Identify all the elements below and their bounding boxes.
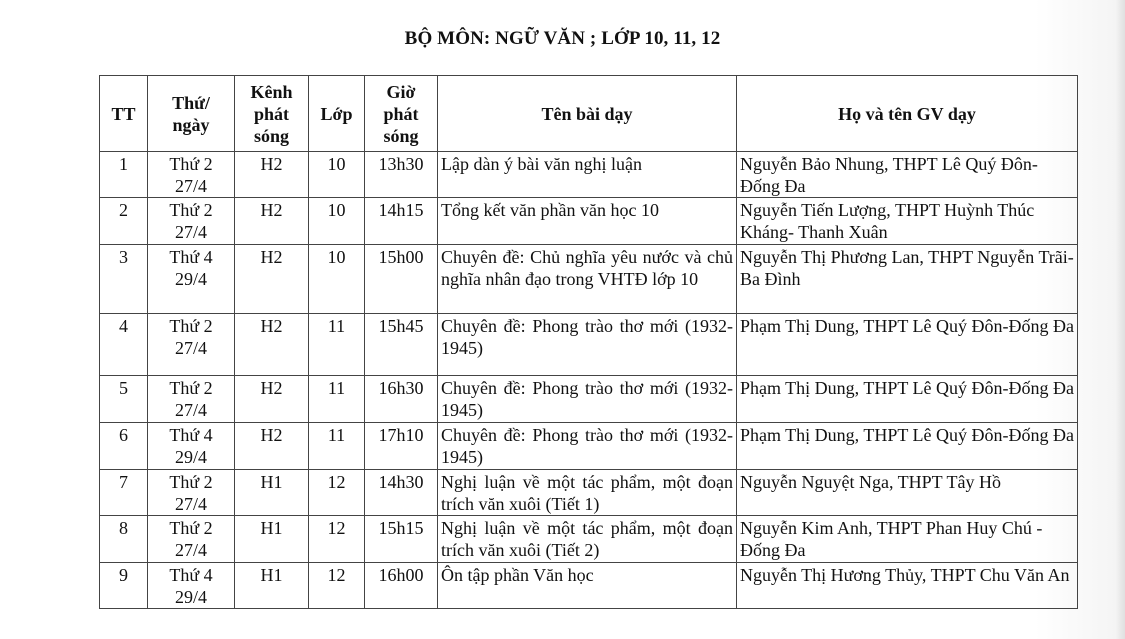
cell-grade: 11	[309, 423, 365, 470]
table-row	[100, 152, 1078, 198]
header-grade: Lớp	[309, 76, 365, 152]
cell-teacher: Nguyễn Thị Phương Lan, THPT Nguyễn Trãi-Ba Đình	[737, 245, 1078, 314]
header-channel: Kênh phát sóng	[235, 76, 309, 152]
cell-teacher: Phạm Thị Dung, THPT Lê Quý Đôn-Đống Đa	[737, 376, 1078, 423]
table-row	[100, 245, 1078, 314]
cell-lesson: Chuyên đề: Phong trào thơ mới (1932-1945)	[438, 314, 737, 376]
page-edge-shadow	[1115, 0, 1125, 639]
cell-channel: H1	[235, 563, 309, 609]
cell-day: Thứ 2 27/4	[148, 198, 235, 245]
table-row	[100, 470, 1078, 516]
cell-time: 17h10	[365, 423, 438, 470]
cell-lesson: Nghị luận về một tác phẩm, một đoạn trích văn xuôi (Tiết 1)	[438, 470, 737, 516]
cell-tt: 9	[100, 563, 148, 609]
cell-grade: 12	[309, 516, 365, 563]
cell-teacher: Nguyễn Nguyệt Nga, THPT Tây Hồ	[737, 470, 1078, 516]
table-header-row	[100, 76, 1078, 152]
header-time: Giờ phát sóng	[365, 76, 438, 152]
cell-channel: H2	[235, 245, 309, 314]
table-body	[100, 152, 1078, 609]
cell-channel: H2	[235, 423, 309, 470]
cell-channel: H2	[235, 376, 309, 423]
cell-tt: 4	[100, 314, 148, 376]
cell-day: Thứ 4 29/4	[148, 245, 235, 314]
cell-day: Thứ 2 27/4	[148, 314, 235, 376]
cell-lesson: Lập dàn ý bài văn nghị luận	[438, 152, 737, 198]
cell-tt: 8	[100, 516, 148, 563]
cell-tt: 2	[100, 198, 148, 245]
table-row	[100, 376, 1078, 423]
document-title: BỘ MÔN: NGỮ VĂN ; LỚP 10, 11, 12	[404, 28, 721, 49]
cell-grade: 10	[309, 198, 365, 245]
cell-day: Thứ 2 27/4	[148, 376, 235, 423]
cell-grade: 11	[309, 376, 365, 423]
cell-lesson: Nghị luận về một tác phẩm, một đoạn trích văn xuôi (Tiết 2)	[438, 516, 737, 563]
cell-tt: 3	[100, 245, 148, 314]
cell-lesson: Tổng kết văn phần văn học 10	[438, 198, 737, 245]
cell-tt: 1	[100, 152, 148, 198]
cell-lesson: Ôn tập phần Văn học	[438, 563, 737, 609]
cell-time: 13h30	[365, 152, 438, 198]
table-row	[100, 198, 1078, 245]
header-tt: TT	[100, 76, 148, 152]
cell-grade: 12	[309, 563, 365, 609]
header-lesson: Tên bài dạy	[438, 76, 737, 152]
cell-grade: 10	[309, 152, 365, 198]
cell-lesson: Chuyên đề: Phong trào thơ mới (1932-1945)	[438, 376, 737, 423]
cell-time: 14h15	[365, 198, 438, 245]
cell-teacher: Phạm Thị Dung, THPT Lê Quý Đôn-Đống Đa	[737, 314, 1078, 376]
cell-teacher: Nguyễn Bảo Nhung, THPT Lê Quý Đôn-Đống Đa	[737, 152, 1078, 198]
cell-day: Thứ 4 29/4	[148, 563, 235, 609]
cell-channel: H1	[235, 516, 309, 563]
cell-channel: H2	[235, 152, 309, 198]
cell-time: 14h30	[365, 470, 438, 516]
cell-time: 15h15	[365, 516, 438, 563]
cell-time: 15h00	[365, 245, 438, 314]
cell-teacher: Nguyễn Kim Anh, THPT Phan Huy Chú - Đống Đa	[737, 516, 1078, 563]
cell-teacher: Nguyễn Thị Hương Thủy, THPT Chu Văn An	[737, 563, 1078, 609]
cell-tt: 5	[100, 376, 148, 423]
cell-grade: 10	[309, 245, 365, 314]
cell-lesson: Chuyên đề: Phong trào thơ mới (1932-1945)	[438, 423, 737, 470]
header-teacher: Họ và tên GV dạy	[737, 76, 1078, 152]
cell-time: 16h00	[365, 563, 438, 609]
cell-day: Thứ 4 29/4	[148, 423, 235, 470]
cell-tt: 6	[100, 423, 148, 470]
cell-day: Thứ 2 27/4	[148, 152, 235, 198]
cell-tt: 7	[100, 470, 148, 516]
table-row	[100, 516, 1078, 563]
cell-teacher: Nguyễn Tiến Lượng, THPT Huỳnh Thúc Kháng- Thanh Xuân	[737, 198, 1078, 245]
cell-lesson: Chuyên đề: Chủ nghĩa yêu nước và chủ nghĩa nhân đạo trong VHTĐ lớp 10	[438, 245, 737, 314]
table-row	[100, 314, 1078, 376]
cell-time: 15h45	[365, 314, 438, 376]
cell-channel: H2	[235, 198, 309, 245]
table-row	[100, 563, 1078, 609]
cell-time: 16h30	[365, 376, 438, 423]
cell-grade: 12	[309, 470, 365, 516]
table-row	[100, 423, 1078, 470]
cell-channel: H1	[235, 470, 309, 516]
schedule-table	[99, 75, 1078, 609]
cell-day: Thứ 2 27/4	[148, 470, 235, 516]
cell-channel: H2	[235, 314, 309, 376]
cell-teacher: Phạm Thị Dung, THPT Lê Quý Đôn-Đống Đa	[737, 423, 1078, 470]
cell-grade: 11	[309, 314, 365, 376]
cell-day: Thứ 2 27/4	[148, 516, 235, 563]
header-day: Thứ/ ngày	[148, 76, 235, 152]
